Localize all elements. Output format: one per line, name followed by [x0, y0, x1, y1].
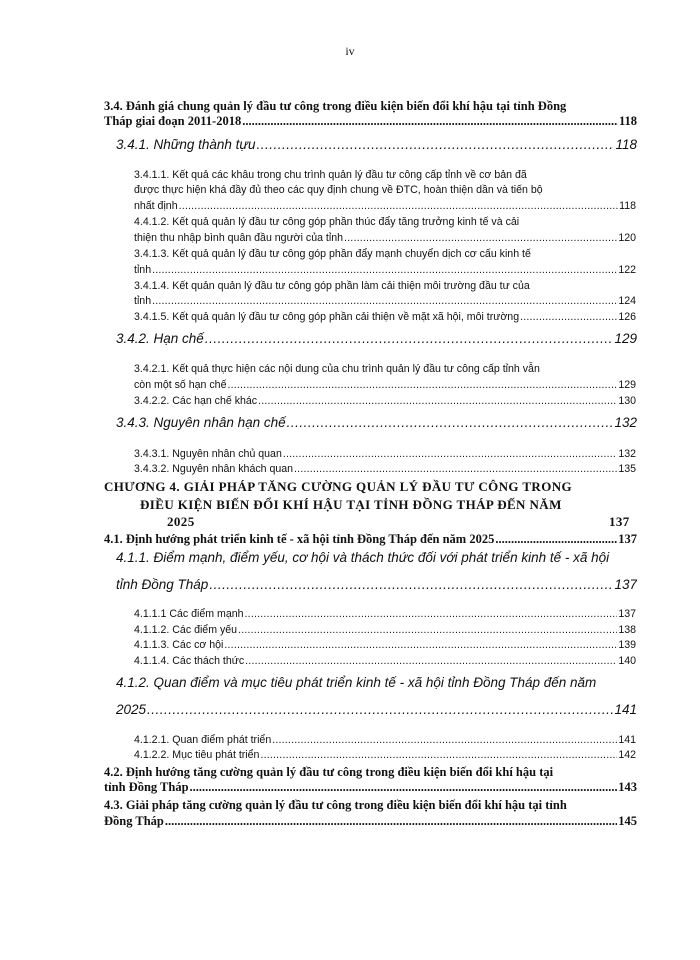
toc-page-number: 145 — [618, 814, 637, 828]
dot-leader — [152, 264, 617, 276]
toc-entry-3-4-2-2[interactable] — [134, 395, 636, 407]
toc-3-4-line2: Tháp giai đoạn 2011-2018 — [104, 114, 242, 128]
toc-page-number: 122 — [618, 264, 636, 276]
dot-leader — [344, 232, 617, 244]
toc-entry-title: Đồng Tháp — [104, 814, 164, 828]
toc-3-4-line1: 3.4. Đánh giá chung quản lý đầu tư công trong điều kiện biến đổi khí hậu tại tỉnh Đồng — [104, 99, 567, 113]
toc-page-number: 118 — [619, 200, 636, 212]
toc-entry-title: còn một số hạn chế — [134, 379, 227, 391]
toc-4-1-1-line1: 4.1.1. Điểm mạnh, điểm yếu, cơ hội và thách thức đối với phát triển kinh tế - xã hội — [116, 550, 610, 565]
chapter-4-line1: CHƯƠNG 4. GIẢI PHÁP TĂNG CƯỜNG QUẢN LÝ ĐẦU TƯ CÔNG TRONG — [104, 479, 573, 494]
toc-entry-title: tỉnh Đồng Tháp — [104, 780, 189, 794]
toc-page-number: 137 — [614, 577, 637, 592]
dot-leader — [224, 639, 617, 651]
chapter-4-line3: 2025 — [167, 514, 195, 529]
toc-4-4-1-2-line1: 4.4.1.2. Kết quả quản lý đầu tư công góp phần thúc đẩy tăng trưởng kinh tế và cải — [134, 216, 520, 228]
toc-page-number: 138 — [618, 624, 636, 636]
dot-leader — [147, 702, 613, 717]
dot-leader — [260, 749, 617, 761]
toc-entry-4-2[interactable] — [104, 780, 637, 795]
toc-4-1-2-line1: 4.1.2. Quan điểm và mục tiêu phát triển kinh tế - xã hội tỉnh Đồng Tháp đến năm — [116, 675, 597, 690]
toc-entry-title: 3.4.2.2. Các hạn chế khác — [134, 395, 258, 407]
toc-entry-title: 3.4.1. Những thành tựu — [116, 137, 256, 152]
dot-leader — [205, 331, 614, 346]
toc-entry-title: 3.4.3.1. Nguyên nhân chủ quan — [134, 448, 282, 460]
toc-page-number: 137 — [618, 532, 637, 546]
toc-entry-4-1-1-4[interactable] — [134, 655, 636, 667]
toc-page-number: 135 — [618, 463, 636, 475]
toc-page-number: 139 — [618, 639, 636, 651]
toc-entry-title: 4.1. Định hướng phát triển kinh tế - xã hội tỉnh Đồng Tháp đến năm 2025 — [104, 532, 495, 546]
chapter-4-line2: ĐIỀU KIỆN BIẾN ĐỔI KHÍ HẬU TẠI TỈNH ĐỒNG THÁP ĐẾN NĂM — [140, 497, 562, 512]
toc-entry-title: tỉnh — [134, 295, 152, 307]
toc-entry-title: 3.4.3. Nguyên nhân hạn chế — [116, 415, 286, 430]
dot-leader — [165, 814, 617, 829]
toc-entry-3-4-1-3[interactable] — [134, 264, 636, 276]
toc-3-4-1-3-line1: 3.4.1.3. Kết quả quản lý đầu tư công góp phần đẩy mạnh chuyển dịch cơ cấu kinh tế — [134, 248, 531, 260]
dot-leader — [520, 311, 617, 323]
toc-page-number: 142 — [618, 749, 636, 761]
toc-entry-title: 3.4.3.2. Nguyên nhân khách quan — [134, 463, 294, 475]
toc-page-number: 130 — [618, 395, 636, 407]
toc-3-4-2-1-line1: 3.4.2.1. Kết quả thực hiện các nội dung của chu trình quản lý đầu tư công cấp tỉnh vẫn — [134, 363, 540, 375]
toc-entry-4-1-1-2[interactable] — [134, 624, 636, 636]
toc-4-2-line1: 4.2. Định hướng tăng cường quản lý đầu tư công trong điều kiện biến đổi khí hậu tại — [104, 765, 554, 779]
toc-entry-3-4[interactable] — [104, 114, 637, 129]
toc-page-number: 118 — [615, 137, 637, 152]
toc-entry-3-4-2[interactable] — [116, 331, 637, 346]
toc-page-number: 140 — [618, 655, 636, 667]
page-number: iv — [345, 44, 355, 58]
toc-entry-title: 2025 — [116, 702, 147, 717]
toc-entry-4-1-2-1[interactable] — [134, 734, 636, 746]
toc-entry-title: thiện thu nhập bình quân đầu người của tỉnh — [134, 232, 344, 244]
toc-page-number: 129 — [618, 379, 636, 391]
toc-3-4-1-1-line1: 3.4.1.1. Kết quả các khâu trong chu trình quản lý đầu tư công cấp tỉnh về cơ bản đã — [134, 169, 527, 181]
dot-leader — [256, 137, 614, 152]
toc-entry-title: nhất định — [134, 200, 178, 212]
toc-4-3-line1: 4.3. Giải pháp tăng cường quản lý đầu tư công trong điều kiện biến đổi khí hậu tại tỉnh — [104, 798, 567, 812]
toc-entry-title: 3.4.1.5. Kết quả quản lý đầu tư công góp phần cải thiện về mặt xã hội, môi trường — [134, 311, 520, 323]
toc-page-number: 143 — [618, 780, 637, 794]
toc-entry-title: 3.4.2. Hạn chế — [116, 331, 204, 346]
toc-entry-3-4-2-1[interactable] — [134, 379, 636, 391]
toc-entry-3-4-3[interactable] — [116, 415, 637, 430]
toc-entry-title: 4.1.1.1 Các điểm mạnh — [134, 608, 244, 620]
toc-page-number: 141 — [618, 734, 636, 746]
toc-page-number: 141 — [614, 702, 637, 717]
dot-leader — [179, 200, 619, 212]
toc-page-number: 132 — [618, 448, 636, 460]
toc-entry-3-4-3-2[interactable] — [134, 463, 636, 475]
dot-leader — [190, 780, 618, 795]
toc-entry-3-4-1-1[interactable] — [134, 200, 636, 212]
dot-leader — [209, 577, 613, 592]
dot-leader — [294, 463, 617, 475]
toc-entry-3-4-1-5[interactable] — [134, 311, 636, 323]
toc-entry-4-1[interactable] — [104, 532, 637, 547]
dot-leader — [238, 624, 617, 636]
toc-entry-4-1-1-3[interactable] — [134, 639, 636, 651]
toc-entry-3-4-1-4[interactable] — [134, 295, 636, 307]
toc-entry-3-4-1[interactable] — [116, 137, 637, 152]
toc-page-number: 120 — [618, 232, 636, 244]
dot-leader — [258, 395, 617, 407]
toc-entry-4-4-1-2[interactable] — [134, 232, 636, 244]
toc-entry-title: 4.1.1.3. Các cơ hội — [134, 639, 224, 651]
toc-entry-title: 4.1.1.4. Các thách thức — [134, 655, 245, 667]
dot-leader — [227, 379, 617, 391]
dot-leader — [283, 448, 617, 460]
toc-page-number: 126 — [618, 311, 636, 323]
toc-entry-title: 4.1.1.2. Các điểm yếu — [134, 624, 238, 636]
toc-3-4-1-4-line1: 3.4.1.4. Kết quản quản lý đầu tư công góp phần làm cải thiện môi trường đầu tư của — [134, 280, 530, 292]
toc-entry-4-1-1-1[interactable] — [134, 608, 636, 620]
dot-leader — [245, 608, 618, 620]
dot-leader — [287, 415, 614, 430]
dot-leader — [152, 295, 617, 307]
toc-entry-4-3[interactable] — [104, 814, 637, 829]
dot-leader — [272, 734, 617, 746]
toc-entry-title: 4.1.2.2. Mục tiêu phát triển — [134, 749, 260, 761]
dot-leader — [242, 114, 618, 129]
toc-3-4-1-1-line2: được thực hiện khá đầy đủ theo các quy định chung về ĐTC, hoàn thiện dần và tiến bộ — [134, 184, 543, 196]
toc-page-number: 132 — [614, 415, 637, 430]
chapter-4-page[interactable]: 137 — [609, 514, 630, 529]
toc-entry-title: tỉnh Đồng Tháp — [116, 577, 209, 592]
toc-entry-title: tỉnh — [134, 264, 152, 276]
toc-entry-4-1-2[interactable] — [116, 702, 637, 717]
toc-entry-4-1-2-2[interactable] — [134, 749, 636, 761]
dot-leader — [245, 655, 617, 667]
toc-page-number: 137 — [618, 608, 636, 620]
toc-entry-title: 4.1.2.1. Quan điểm phát triển — [134, 734, 272, 746]
toc-page-number: 124 — [618, 295, 636, 307]
toc-page-number: 118 — [618, 114, 637, 128]
toc-page-number: 129 — [614, 331, 637, 346]
toc-entry-3-4-3-1[interactable] — [134, 448, 636, 460]
dot-leader — [495, 532, 617, 547]
toc-entry-4-1-1[interactable] — [116, 577, 637, 592]
